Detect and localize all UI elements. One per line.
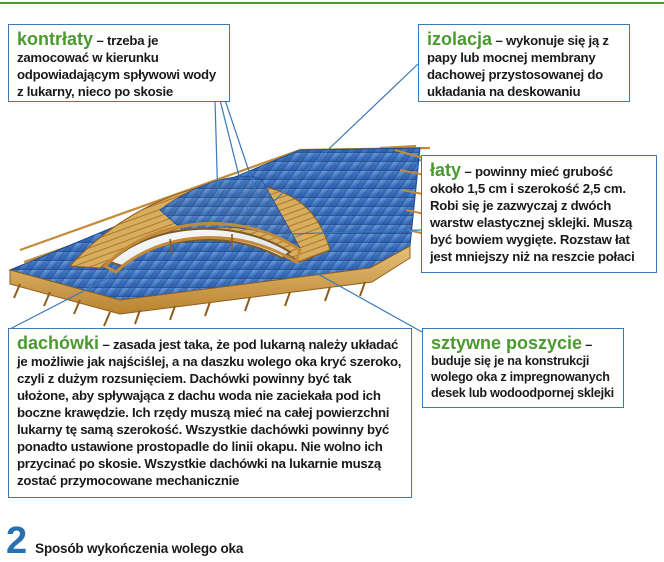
figure-caption <box>6 520 244 562</box>
callout-kontrlaty <box>8 24 230 102</box>
callout-dachowki <box>8 328 412 498</box>
callout-text: – trzeba je zamocować w kierunku odpowiadającym spływowi wody z lukarny, nieco po skosie <box>17 33 216 99</box>
callout-term: łaty <box>430 160 462 180</box>
figure-number: 2 <box>6 520 28 562</box>
callout-sztywne-poszycie <box>422 328 624 408</box>
callout-term: sztywne poszycie <box>431 333 583 353</box>
callout-text: – wykonuje się ją z papy lub mocnej membrany dachowej przystosowanej do układania na deskowaniu <box>427 33 609 99</box>
callout-izolacja <box>418 24 630 102</box>
callout-text: – buduje się je na konstrukcji wolego oka z impregnowanych desek lub wodoodpornej sklejki <box>431 338 614 401</box>
callout-term: izolacja <box>427 29 493 49</box>
callout-laty <box>421 155 657 273</box>
callout-term: kontrłaty <box>17 29 94 49</box>
figure-caption-text: Sposób wykończenia wolego oka <box>35 541 244 556</box>
callout-term: dachówki <box>17 333 100 353</box>
callout-text: – zasada jest taka, że pod lukarną należy układać je możliwie jak najściślej, a na daszku wolego oka kryć szeroko, czyli z dużym rozsunięciem. Dachówki powinny być tak ułożone, aby spływająca z dachu woda nie zaciekała pod ich boczne krawędzie. Ich rzędy muszą mieć na całej powierzchni lukarny tę samą szerokość. Wszystkie dachówki powinny być ponadto ustawione prostopadle do linii okapu. Nie wolno ich przycinać po skosie. Wszystkie dachówki na lukarnie muszą zostać przymocowane mechanicznie <box>17 337 402 488</box>
callout-text: – powinny mieć grubość około 1,5 cm i szerokość 2,5 cm. Robi się je zazwyczaj z dwóch warstw elastycznej sklejki. Muszą być bowiem wygięte. Rozstaw łat jest mniejszy niż na reszcie połaci <box>430 164 635 264</box>
